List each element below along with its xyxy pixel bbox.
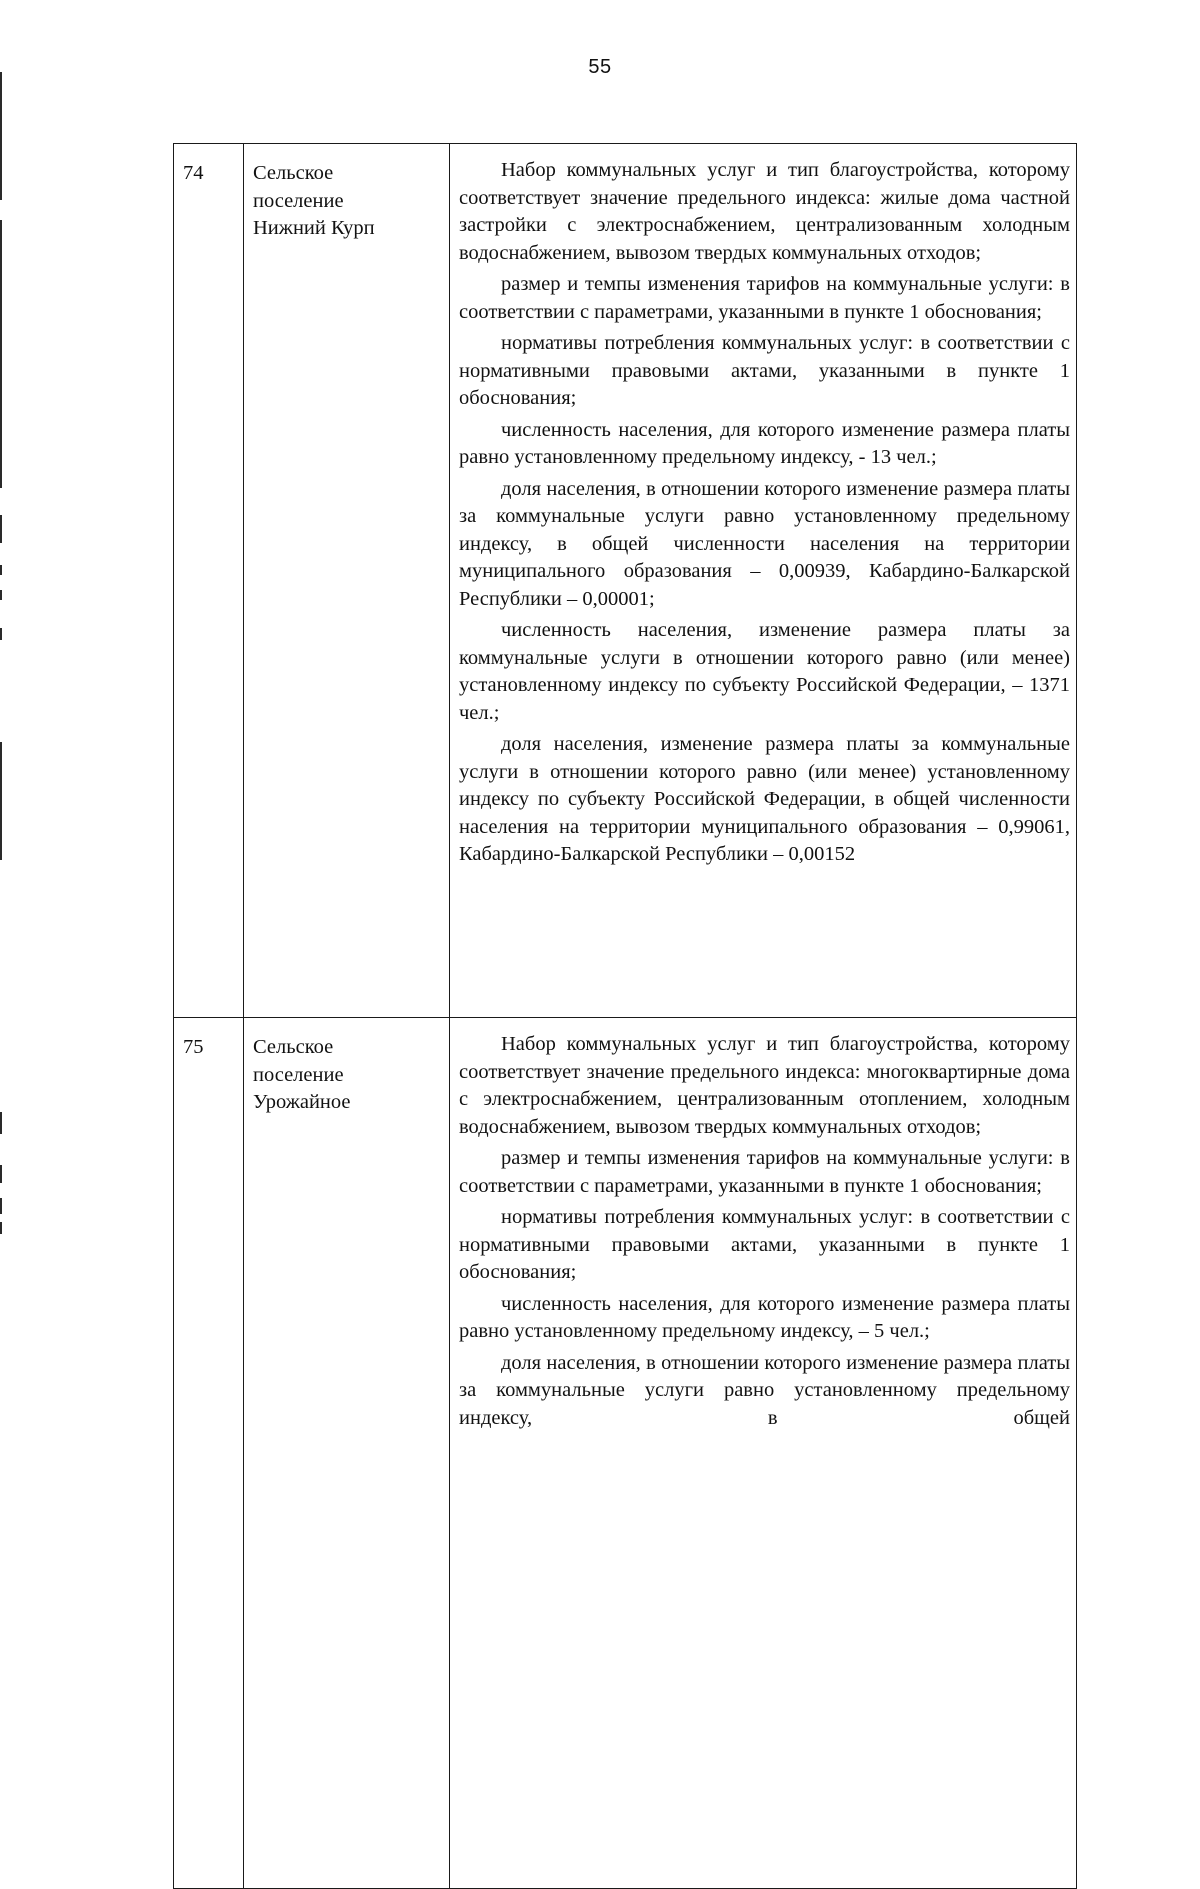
row-number: 75 bbox=[174, 1018, 244, 1889]
page-number: 55 bbox=[588, 56, 612, 78]
scan-margin-mark bbox=[0, 1165, 2, 1183]
description-cell bbox=[450, 144, 1077, 1018]
settlement-name-line: Сельское bbox=[253, 1036, 334, 1058]
table-row bbox=[174, 1018, 1077, 1889]
settlement-name bbox=[244, 1018, 450, 1889]
scan-margin-mark bbox=[0, 590, 2, 600]
description-paragraph: нормативы потребления коммунальных услуг: в соответствии с нормативными правовыми актами, указанными в пункте 1 обоснования; bbox=[459, 1206, 1070, 1283]
scan-margin-mark bbox=[0, 565, 2, 575]
table-row bbox=[174, 144, 1077, 1018]
description-paragraph: доля населения, в отношении которого изменение размера платы за коммунальные услуги равно установленному предельному индексу, в общей bbox=[459, 1351, 1070, 1429]
scan-margin-mark bbox=[0, 628, 2, 640]
scan-margin-mark bbox=[0, 1198, 2, 1214]
description-paragraph: доля населения, изменение размера платы за коммунальные услуги в отношении которого равно (или менее) установленному индексу по субъекту Российской Федерации, в общей численности населения на территории муниципального образования – 0,99061, Кабардино-Балкарской Республики – 0,00152 bbox=[459, 733, 1070, 865]
description-paragraph: Набор коммунальных услуг и тип благоустройства, которому соответствует значение предельного индекса: многоквартирные дома с электроснабжением, централизованным отоплением, холодным водоснабжением, вывозом твердых коммунальных отходов; bbox=[459, 1033, 1070, 1138]
settlement-name-line: поселение bbox=[253, 189, 344, 212]
scan-margin-mark bbox=[0, 1222, 2, 1234]
description-paragraph: нормативы потребления коммунальных услуг: в соответствии с нормативными правовыми актами, указанными в пункте 1 обоснования; bbox=[459, 332, 1070, 409]
description-paragraph: численность населения, для которого изменение размера платы равно установленному предельному индексу, - 13 чел.; bbox=[459, 418, 1070, 468]
settlement-name-line: Нижний Курп bbox=[253, 217, 375, 239]
description-paragraph: численность населения, для которого изменение размера платы равно установленному предельному индексу, – 5 чел.; bbox=[459, 1292, 1070, 1342]
row-number: 74 bbox=[174, 144, 244, 1018]
scan-margin-mark bbox=[0, 742, 2, 860]
scan-margin-mark bbox=[0, 515, 2, 543]
description-paragraph: Набор коммунальных услуг и тип благоустройства, которому соответствует значение предельного индекса: жилые дома частной застройки с электроснабжением, централизованным холодным водоснабжением, вывозом твердых коммунальных отходов; bbox=[459, 159, 1070, 264]
document-table bbox=[173, 143, 1077, 1889]
scan-margin-mark bbox=[0, 1112, 2, 1134]
description-paragraph: доля населения, в отношении которого изменение размера платы за коммунальные услуги равно установленному предельному индексу, в общей численности населения на территории муниципального образования – 0,00939, Кабардино-Балкарской Республики – 0,00001; bbox=[459, 477, 1070, 610]
settlement-name-line: Урожайное bbox=[253, 1091, 351, 1113]
scan-margin-mark bbox=[0, 72, 2, 200]
scan-margin-mark bbox=[0, 220, 2, 488]
description-paragraph: численность населения, изменение размера платы за коммунальные услуги в отношении которого равно (или менее) установленному индексу по субъекту Российской Федерации, – 1371 чел.; bbox=[459, 619, 1070, 724]
settlement-name-line: Сельское bbox=[253, 162, 334, 184]
description-cell bbox=[450, 1018, 1077, 1889]
description-paragraph: размер и темпы изменения тарифов на коммунальные услуги: в соответствии с параметрами, указанными в пункте 1 обоснования; bbox=[459, 1147, 1070, 1197]
settlement-name bbox=[244, 144, 450, 1018]
settlement-name-line: поселение bbox=[253, 1063, 344, 1086]
description-paragraph: размер и темпы изменения тарифов на коммунальные услуги: в соответствии с параметрами, указанными в пункте 1 обоснования; bbox=[459, 273, 1070, 323]
